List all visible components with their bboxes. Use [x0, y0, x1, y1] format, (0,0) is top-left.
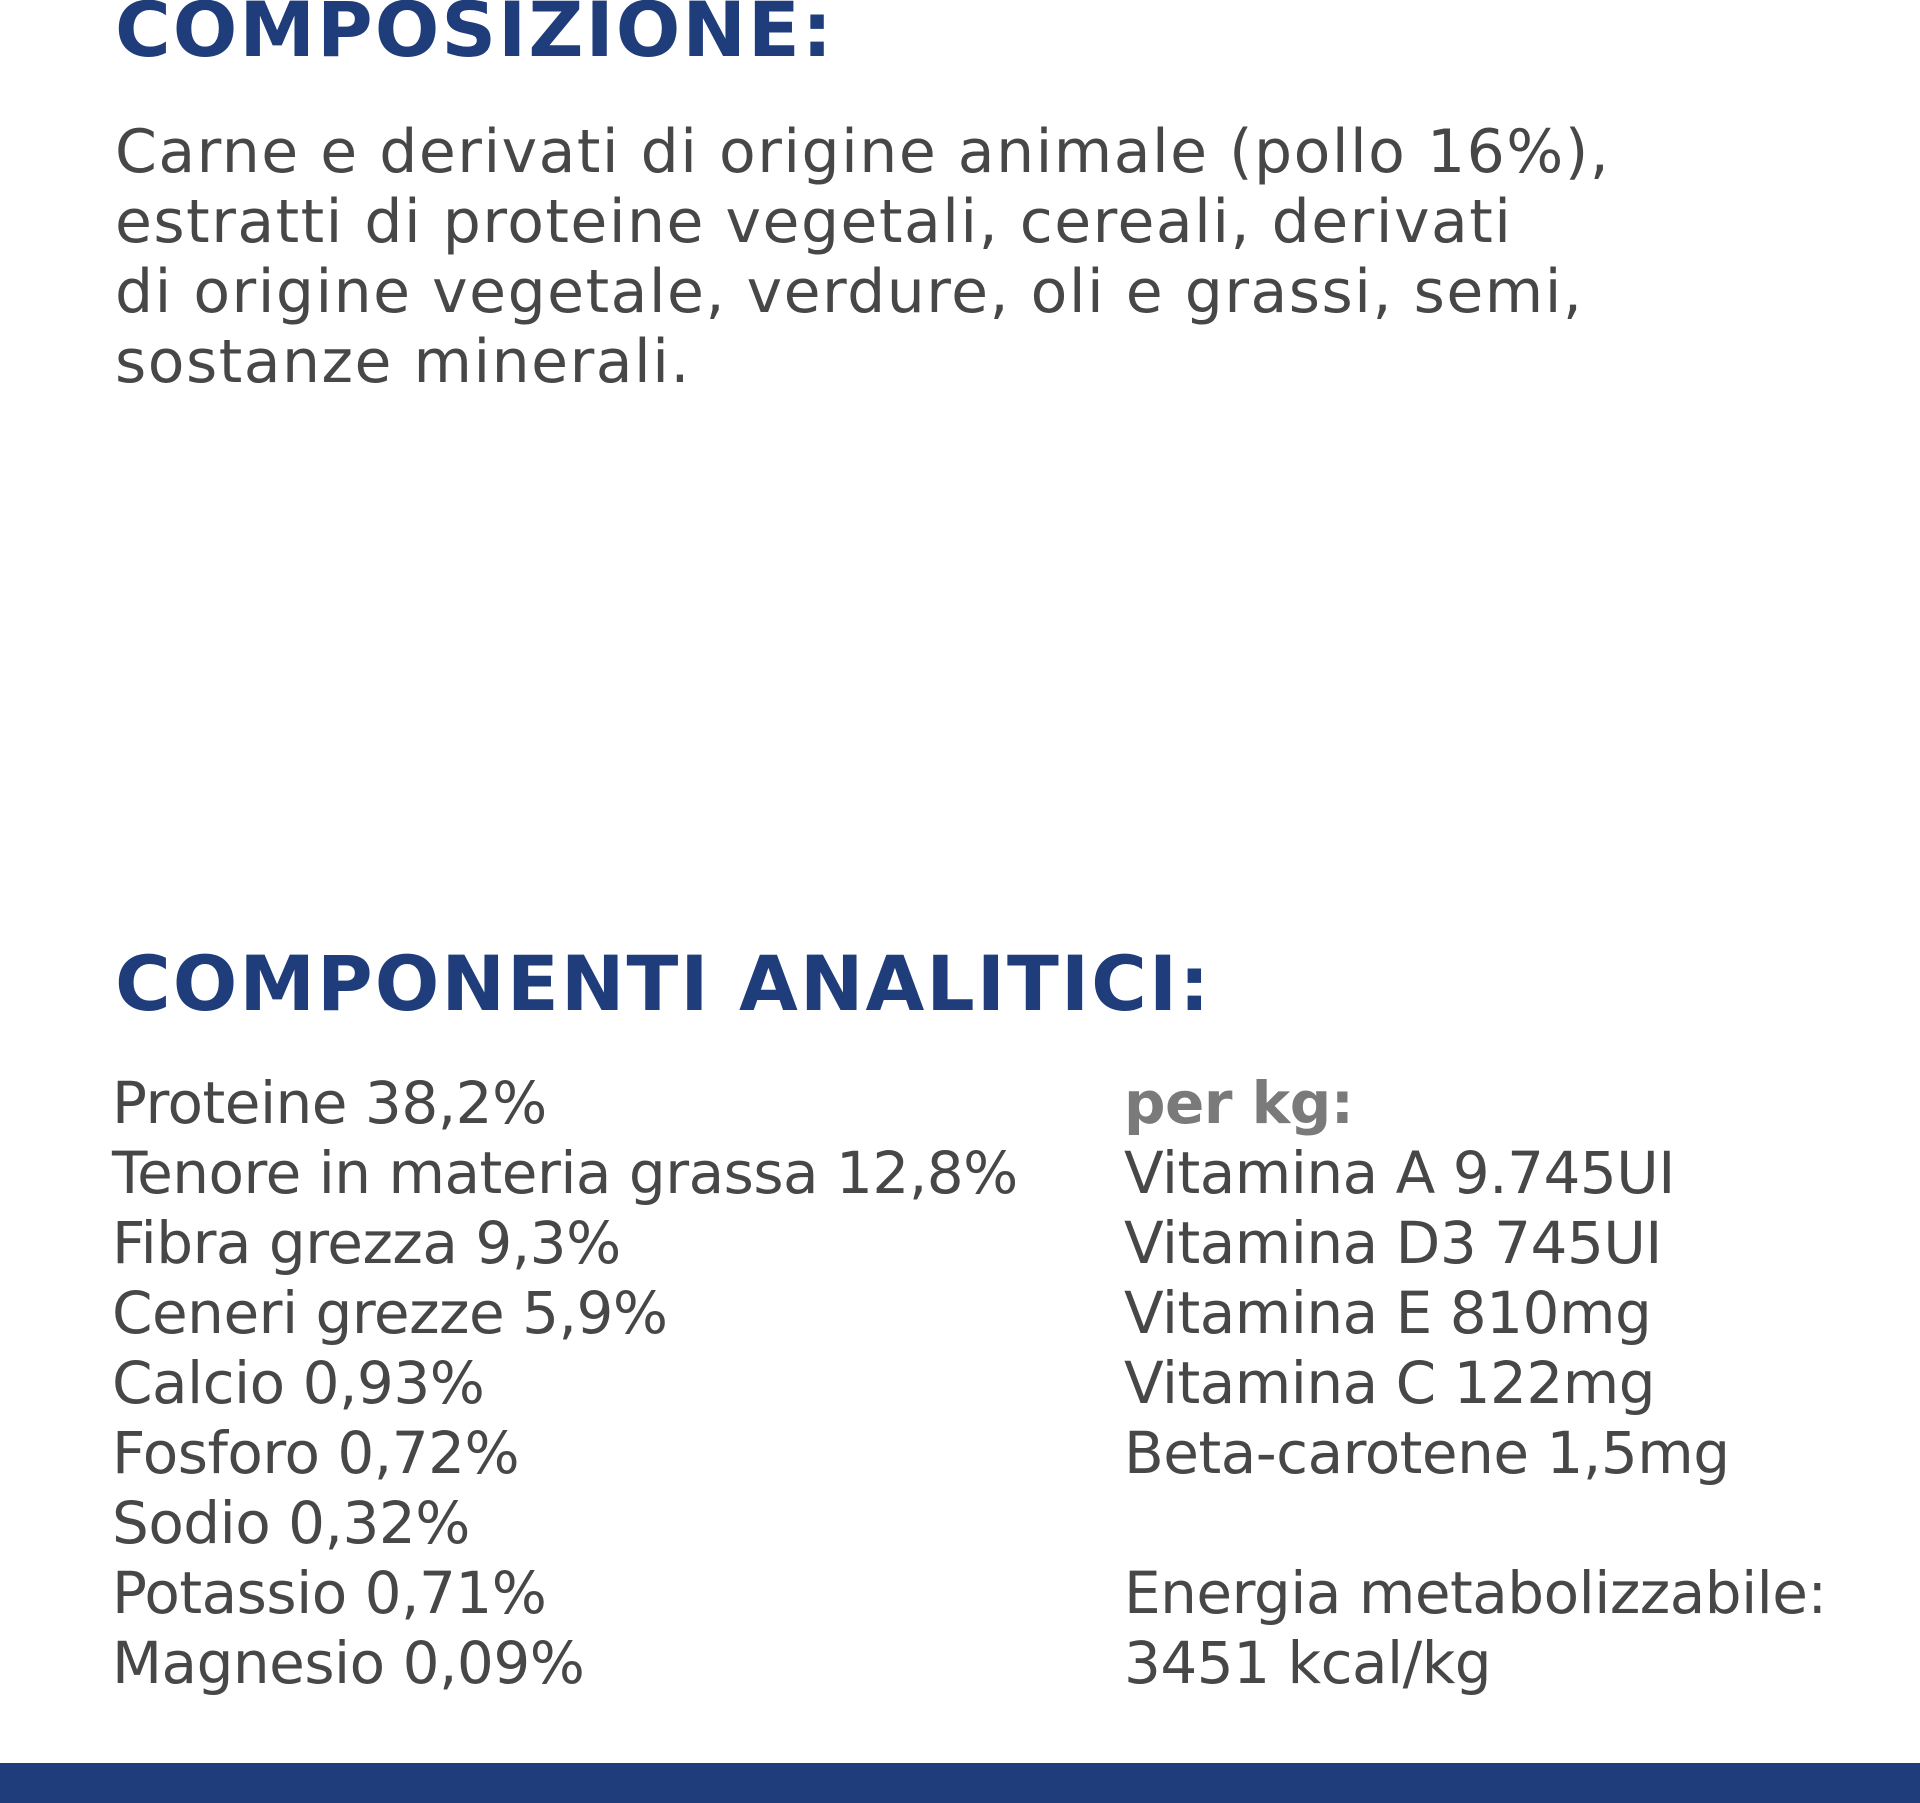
analytic-components-list [112, 1068, 1018, 1698]
analytic-item-ash: Ceneri grezze 5,9% [112, 1279, 668, 1347]
composition-line: Carne e derivati di origine animale (pollo 16%), [115, 117, 1611, 187]
energy-value: 3451 kcal/kg [1124, 1629, 1492, 1697]
additive-item-vitamin-c: Vitamina C 122mg [1124, 1349, 1656, 1417]
additive-item-vitamin-a: Vitamina A 9.745UI [1124, 1139, 1675, 1207]
additive-item-vitamin-e: Vitamina E 810mg [1124, 1279, 1652, 1347]
analytic-components-heading: COMPONENTI ANALITICI: [115, 939, 1212, 1028]
list-spacer [1124, 1488, 1827, 1558]
analytic-item-potassium: Potassio 0,71% [112, 1559, 547, 1627]
composition-text [115, 117, 1815, 397]
composition-heading: COMPOSIZIONE: [115, 0, 835, 74]
analytic-item-magnesium: Magnesio 0,09% [112, 1629, 585, 1697]
composition-line: estratti di proteine vegetali, cereali, derivati [115, 187, 1513, 257]
analytic-item-calcium: Calcio 0,93% [112, 1349, 485, 1417]
analytic-item-fiber: Fibra grezza 9,3% [112, 1209, 621, 1277]
additive-item-beta-carotene: Beta-carotene 1,5mg [1124, 1419, 1730, 1487]
composition-line: sostanze minerali. [115, 327, 691, 397]
additives-per-kg-list [1124, 1068, 1827, 1698]
analytic-item-fat: Tenore in materia grassa 12,8% [112, 1139, 1018, 1207]
composition-line: di origine vegetale, verdure, oli e grassi, semi, [115, 257, 1584, 327]
analytic-item-phosphorus: Fosforo 0,72% [112, 1419, 520, 1487]
additive-item-vitamin-d3: Vitamina D3 745UI [1124, 1209, 1662, 1277]
per-kg-label: per kg: [1124, 1069, 1354, 1137]
energy-label: Energia metabolizzabile: [1124, 1559, 1827, 1627]
analytic-item-protein: Proteine 38,2% [112, 1069, 547, 1137]
bottom-accent-bar [0, 1763, 1920, 1803]
analytic-item-sodium: Sodio 0,32% [112, 1489, 470, 1557]
